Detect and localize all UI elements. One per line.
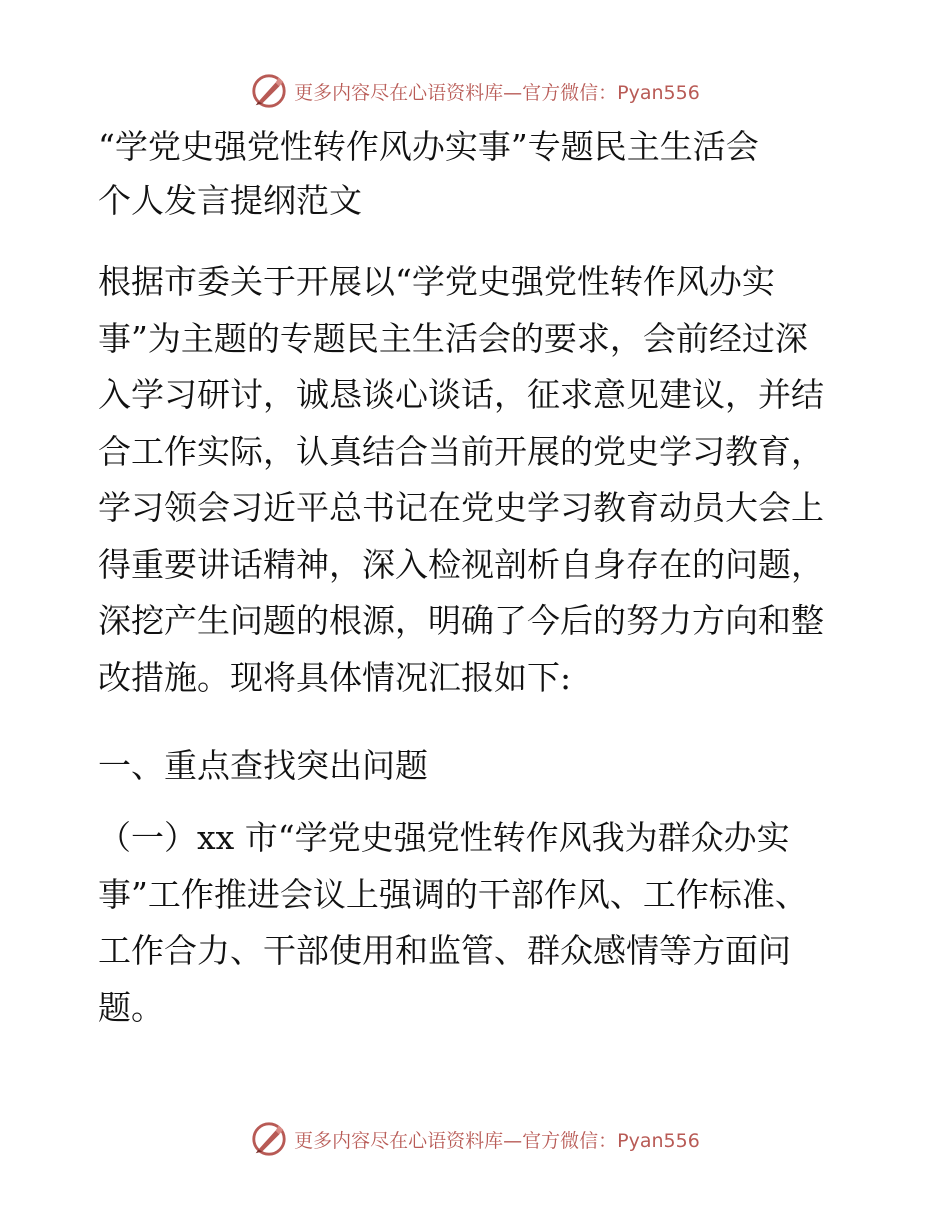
intro-paragraph bbox=[98, 254, 858, 706]
section-heading-text: 一、重点查找突出问题 bbox=[98, 746, 428, 785]
pen-logo-icon bbox=[250, 72, 288, 110]
title-line: 个人发言提纲范文 bbox=[98, 181, 362, 220]
watermark-banner-bottom bbox=[0, 1116, 950, 1162]
text-line: 事”为主题的专题民主生活会的要求，会前经过深 bbox=[98, 318, 808, 358]
pen-logo-icon bbox=[250, 1120, 288, 1158]
text-line: 题。 bbox=[98, 987, 164, 1027]
text-line: 工作合力、干部使用和监管、群众感情等方面问 bbox=[98, 931, 791, 970]
text-line: 合工作实际，认真结合当前开展的党史学习教育， bbox=[98, 431, 824, 471]
text-line: 改措施。现将具体情况汇报如下: bbox=[98, 657, 572, 697]
title-line: “学党史强党性转作风办实事”专题民主生活会 bbox=[98, 127, 759, 166]
text-line: 得重要讲话精神，深入检视剖析自身存在的问题， bbox=[98, 544, 824, 584]
watermark-text: 更多内容尽在心语资料库—官方微信：Pyan556 bbox=[294, 81, 700, 104]
watermark-banner-top bbox=[0, 68, 950, 114]
text-line: 学习领会习近平总书记在党史学习教育动员大会上 bbox=[98, 488, 824, 527]
text-line: 入学习研讨，诚恳谈心谈话，征求意见建议，并结 bbox=[98, 375, 824, 414]
watermark-text: 更多内容尽在心语资料库—官方微信：Pyan556 bbox=[294, 1129, 700, 1152]
text-line: （一）xx 市“学党史强党性转作风我为群众办实 bbox=[98, 818, 790, 857]
section-heading bbox=[98, 738, 858, 795]
page-title bbox=[98, 120, 858, 228]
text-line: 事”工作推进会议上强调的干部作风、工作标准、 bbox=[98, 874, 808, 914]
subsection-paragraph bbox=[98, 810, 858, 1036]
text-line: 根据市委关于开展以“学党史强党性转作风办实 bbox=[98, 262, 775, 301]
text-line: 深挖产生问题的根源，明确了今后的努力方向和整 bbox=[98, 601, 824, 640]
